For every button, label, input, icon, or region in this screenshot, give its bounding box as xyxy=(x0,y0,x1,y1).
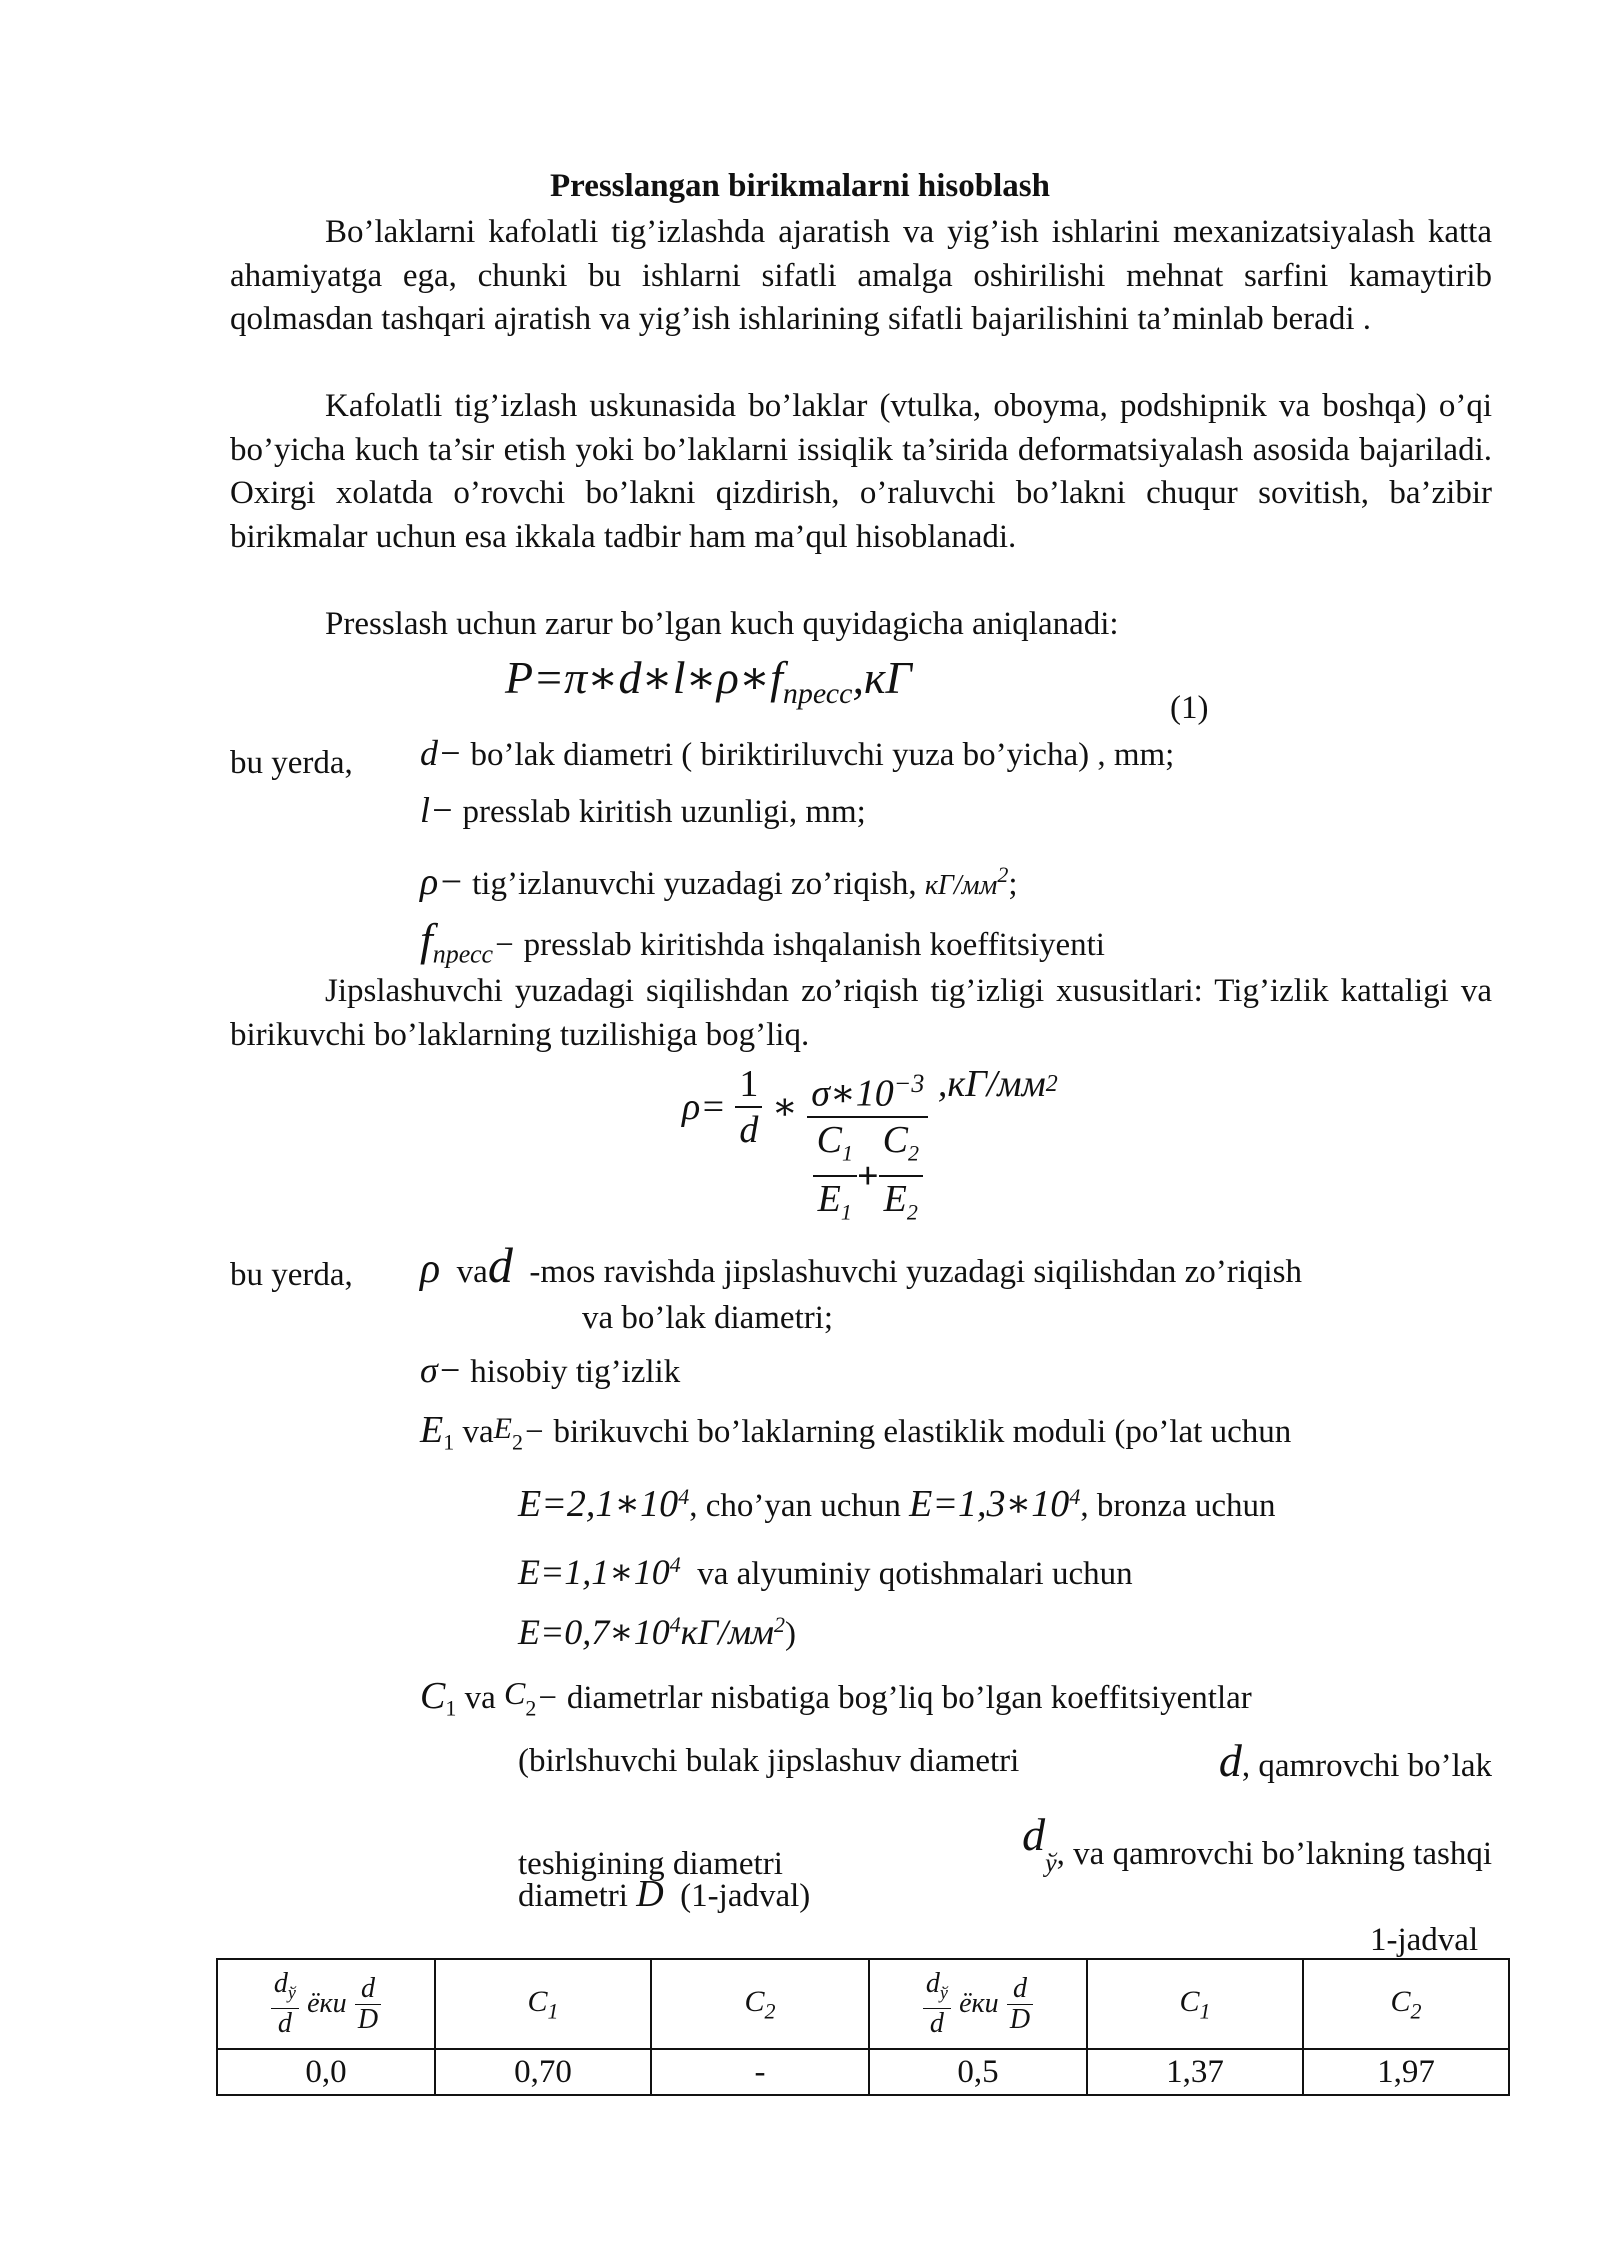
legend-rho: ρ− tig’izlanuvchi yuzadagi zo’riqish, $кГ/мм^2$; xyxy=(420,861,1018,903)
formula-1: $P=\pi∗d∗l∗\rho∗f_{пресс},кГ$ xyxy=(505,652,912,711)
table-cell: 1,97 xyxy=(1303,2049,1509,2095)
fraction-c1-e1: $\frac{C_1}{E_1}$ xyxy=(813,1118,857,1235)
header-ratio-2: $d_ў$ d ёки $\frac{d}{D}$ xyxy=(869,1959,1087,2049)
legend-c: $C_1$ va $C_2-$ diametrlar nisbatiga bog’liq bo’lgan koeffitsiyentlar xyxy=(420,1675,1252,1721)
formula-2: ρ= $\frac{1}{d}$ ∗ $\sigma∗10^{-3}$ $\frac{C_1}{E_1}$ + $\frac{C_2}{E_2}$ $,кГ/мм^2$ xyxy=(682,1062,1058,1235)
paragraph-3: Presslash uchun zarur bo’lgan kuch quyidagicha aniqlanadi: xyxy=(325,606,1119,642)
paragraph-1: Bo’laklarni kafolatli tig’izlashda ajaratish va yig’ish ishlarini mexanizatsiyalash katta ahamiyatga ega, chunki bu ishlarni sifatli amalga oshirilishi mehnat sarfini kamaytirib qolmasdan tashqari ajratish va yig’ish ishlarining sifatli bajarilishini ta’minlab beradi . xyxy=(230,214,1492,337)
legend-e-values-1: $E=2,1∗10^4$, cho’yan uchun $E=1,3∗10^4$, bronza uchun xyxy=(518,1483,1276,1525)
legend-lead: bu yerda, xyxy=(230,745,353,781)
table-header-row xyxy=(217,1959,1509,2049)
table-cell: 0,0 xyxy=(217,2049,435,2095)
table-row xyxy=(217,2049,1509,2095)
legend-rho-d: ρ vad -mos ravishda jipslashuvchi yuzadagi siqilishdan zo’riqish xyxy=(420,1237,1302,1293)
legend2-lead: bu yerda, xyxy=(230,1257,353,1293)
fraction-sigma-over-c: $\sigma∗10^{-3}$ $\frac{C_1}{E_1}$ + $\frac{C_2}{E_2}$ xyxy=(807,1062,928,1235)
page-title: Presslangan birikmalarni hisoblash xyxy=(549,168,1050,204)
table-caption: 1-jadval xyxy=(1370,1922,1479,1958)
formula-1-number: (1) xyxy=(1170,690,1209,726)
table-cell: 0,70 xyxy=(435,2049,651,2095)
paragraph-4: Jipslashuvchi yuzadagi siqilishdan zo’riqish tig’izligi xususitlari: Tig’izlik kattaligi va birikuvchi bo’laklarning tuzilishiga bog’liq. xyxy=(230,973,1492,1053)
legend-l: l− presslab kiritish uzunligi, mm; xyxy=(420,790,866,830)
header-c1-b: $C_1$ xyxy=(1087,1959,1303,2049)
paragraph-2: Kafolatli tig’izlash uskunasida bo’laklar (vtulka, oboyma, podshipnik va boshqa) o’qi bo’yicha kuch ta’sir etish yoki bo’laklarni issiqlik ta’sirida deformatsiyalash asosida bajariladi. Oxirgi xolatda o’rovchi bo’lakni qizdirish, o’raluvchi bo’lakni chuqur sovitish, ba’zibir birikmalar uchun esa ikkala tadbir ham ma’qul hisoblanadi. xyxy=(230,388,1492,555)
legend-f: $f_{пресс}-$ presslab kiritishda ishqalanish koeffitsiyenti xyxy=(420,914,1105,969)
legend-sigma: σ− hisobiy tig’izlik xyxy=(420,1350,681,1390)
legend-c-line3: teshigining diametri $d_ў$, va qamrovchi bo’lakning tashqi xyxy=(518,1809,1492,1882)
table-cell: - xyxy=(651,2049,869,2095)
legend-c-line4: diametri D (1-jadval) xyxy=(518,1873,811,1915)
legend-e: $E_1$ vaE$_2$− birikuvchi bo’laklarning elastiklik moduli (po’lat uchun xyxy=(420,1409,1292,1455)
fraction-one-over-d: $\frac{1}{d}$ xyxy=(735,1062,762,1152)
table-cell: 0,5 xyxy=(869,2049,1087,2095)
fraction-c2-e2: $\frac{C_2}{E_2}$ xyxy=(879,1118,923,1235)
legend-d: d− bo’lak diametri ( biriktiriluvchi yuza bo’yicha) , mm; xyxy=(420,733,1175,773)
legend-rho-d-cont: va bo’lak diametri; xyxy=(582,1300,834,1336)
legend-c-line2: (birlshuvchi bulak jipslashuv diametri d, qamrovchi bo’lak xyxy=(518,1735,1492,1786)
legend-e-values-3: $E=0,7∗10^4кГ/мм^2$) xyxy=(518,1612,797,1652)
table-cell: 1,37 xyxy=(1087,2049,1303,2095)
header-c1: $C_1$ xyxy=(435,1959,651,2049)
header-ratio-1: $d_ў$ d ёки $\frac{d}{D}$ xyxy=(217,1959,435,2049)
header-c2: $C_2$ xyxy=(651,1959,869,2049)
legend-e-values-2: $E=1,1∗10^4$ va alyuminiy qotishmalari uchun xyxy=(518,1552,1133,1592)
header-c2-b: $C_2$ xyxy=(1303,1959,1509,2049)
coefficients-table xyxy=(216,1958,1510,2096)
